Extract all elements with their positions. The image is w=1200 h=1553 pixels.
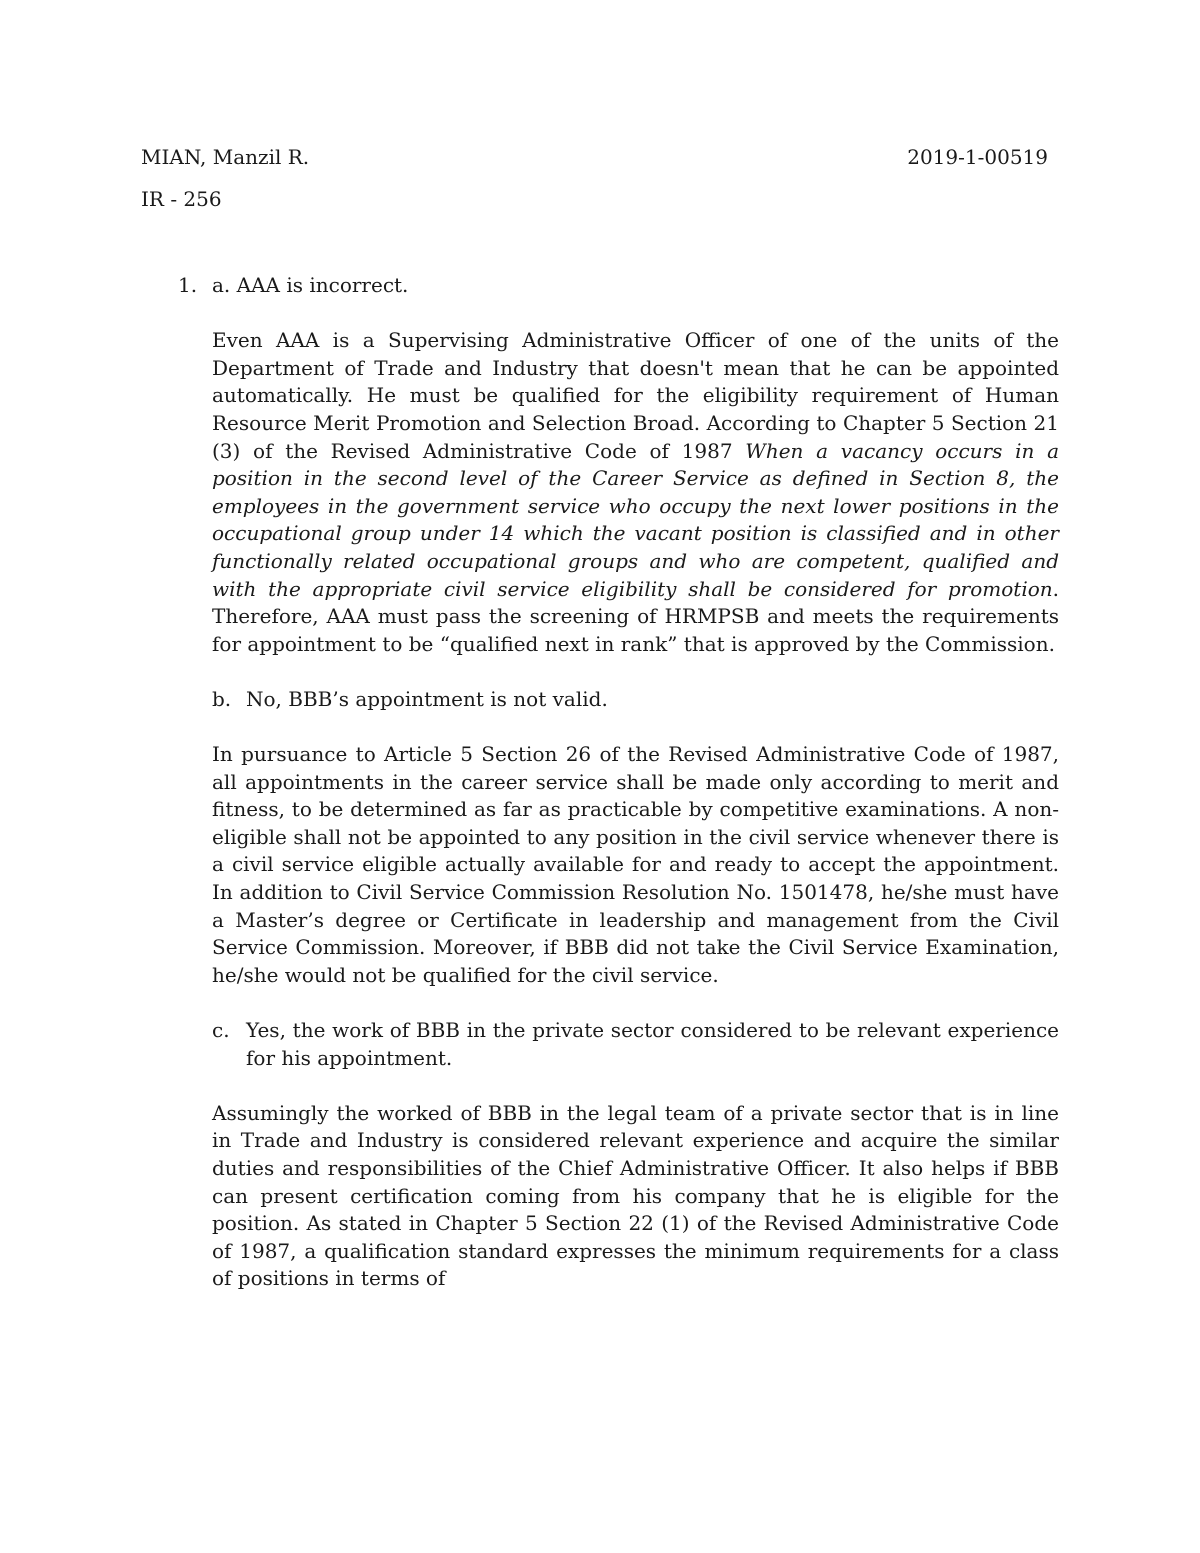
answer-b: No, BBB’s appointment is not valid. xyxy=(246,686,608,711)
paragraph-a-text-1: Even AAA is a Supervising Administrative Officer of one of the units of the Department of Trade and Industry that doesn't mean that he can be appointed automatically. He must be qualified for the eligibility requirement of Human Resource Merit Promotion and Selection Broad. According to Chapter 5 Section 21 (3) of the Revised Administrative Code of 1987 xyxy=(212,328,1059,463)
answer-content xyxy=(141,272,1061,1293)
question-number: 1. xyxy=(178,273,198,297)
question-1-a-heading xyxy=(141,272,1061,300)
sub-label-c: c. xyxy=(212,1018,230,1043)
student-name: MIAN, Manzil R. xyxy=(141,145,310,169)
paragraph-a-text-2: . Therefore, AAA must pass the screening of HRMPSB and meets the requirements for appointment to be “qualified next in rank” that is approved by the Commission. xyxy=(212,576,1059,656)
question-1-b-heading xyxy=(212,686,1059,714)
paragraph-b-text: In pursuance to Article 5 Section 26 of the Revised Administrative Code of 1987, all appointments in the career service shall be made only according to merit and fitness, to be determined as far as practicable by competitive examinations. A non-eligible shall not be appointed to any position in the civil service whenever there is a civil service eligible actually available for and ready to accept the appointment. In addition to Civil Service Commission Resolution No. 1501478, he/she must have a Master’s degree or Certificate in leadership and management from the Civil Service Commission. Moreover, if BBB did not take the Civil Service Examination, he/she would not be qualified for the civil service. xyxy=(212,742,1059,987)
answer-c: Yes, the work of BBB in the private sector considered to be relevant experience for his appointment. xyxy=(246,1018,1059,1070)
paragraph-b xyxy=(212,741,1059,989)
paragraph-a xyxy=(212,327,1059,658)
sub-label-a: a. xyxy=(212,273,231,297)
student-id: 2019-1-00519 xyxy=(907,145,1048,169)
sub-label-b: b. xyxy=(212,686,232,711)
answer-a: AAA is incorrect. xyxy=(236,273,409,297)
paragraph-a-quote: When a vacancy occurs in a position in the second level of the Career Service as defined in Section 8, the employees in the government service who occupy the next lower positions in the occupational group under 14 which the vacant position is classified and in other functionally related occupational groups and who are competent, qualified and with the appropriate civil service eligibility shall be considered for promotion xyxy=(212,438,1059,601)
header-row xyxy=(141,143,1048,171)
course-code: IR - 256 xyxy=(141,187,222,211)
paragraph-c-text: Assumingly the worked of BBB in the legal team of a private sector that is in line in Trade and Industry is considered relevant experience and acquire the similar duties and responsibilities of the Chief Administrative Officer. It also helps if BBB can present certification coming from his company that he is eligible for the position. As stated in Chapter 5 Section 22 (1) of the Revised Administrative Code of 1987, a qualification standard expresses the minimum requirements for a class of positions in terms of xyxy=(212,1100,1059,1291)
paragraph-c xyxy=(212,1100,1059,1293)
question-1-c-heading xyxy=(212,1017,1059,1072)
